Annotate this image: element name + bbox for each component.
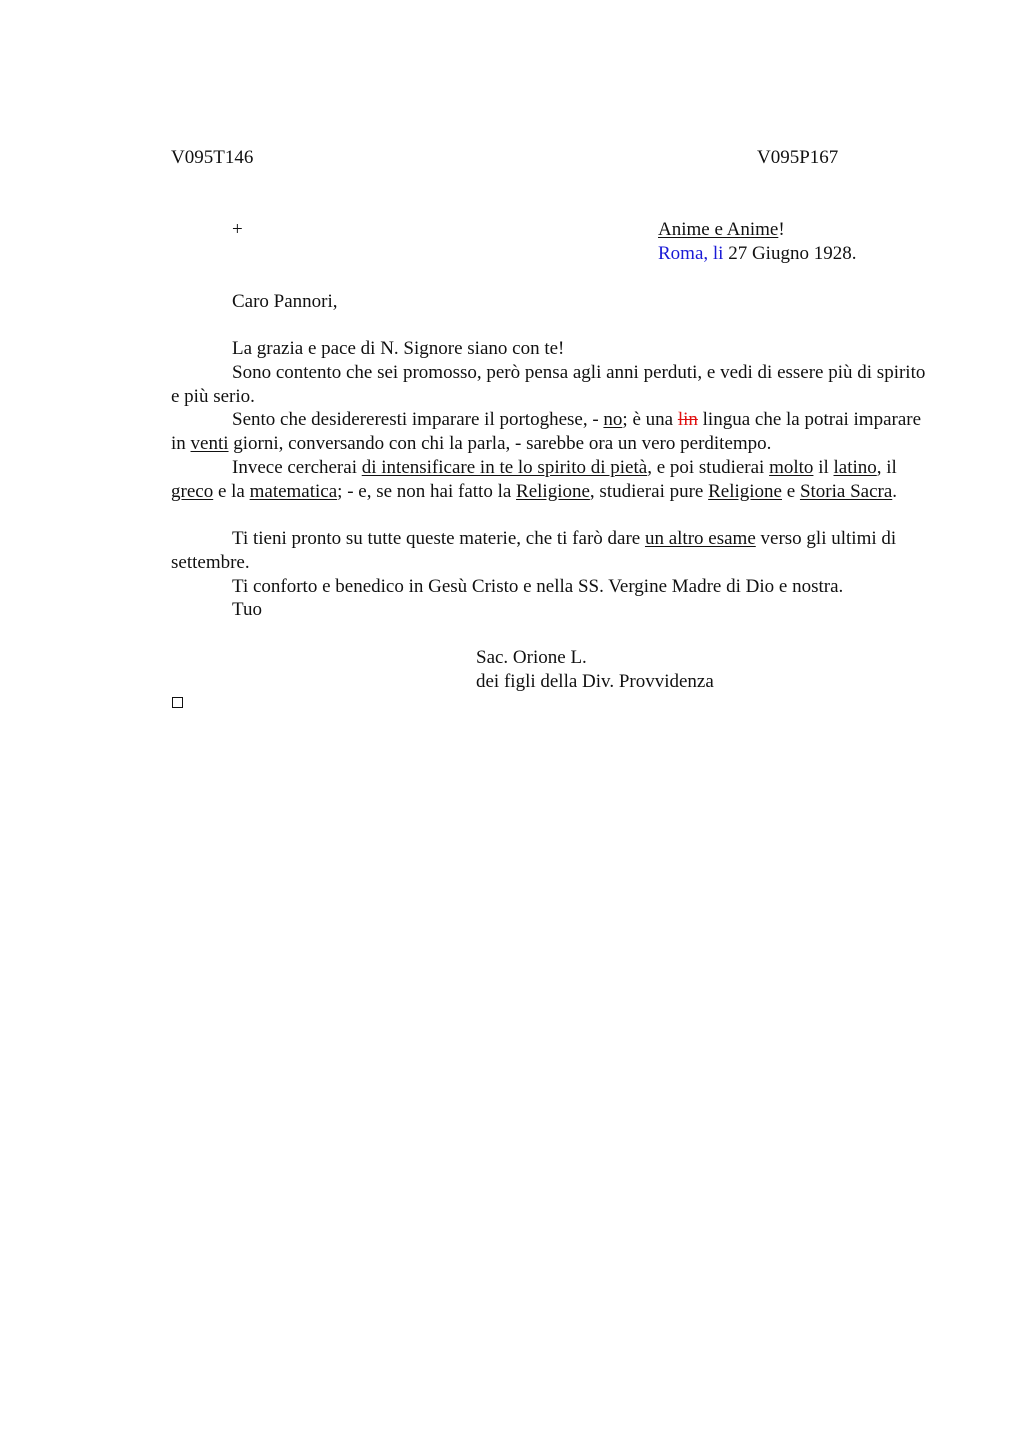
paragraph-blessing: Ti conforto e benedico in Gesù Cristo e nella SS. Vergine Madre di Dio e nostra. bbox=[232, 576, 844, 597]
text-run: , il bbox=[876, 457, 897, 478]
text-run: Invece cercherai bbox=[232, 457, 362, 478]
text-run: ; - e, se non hai fatto la bbox=[337, 480, 517, 502]
document-code-right: V095P167 bbox=[757, 147, 839, 168]
date: 27 Giugno 1928. bbox=[728, 243, 857, 264]
text-run: . bbox=[892, 480, 898, 502]
text-run: verso gli ultimi di settembre. bbox=[171, 528, 897, 573]
paragraph-promotion: Sono contento che sei promosso, però pensa agli anni perduti, e vedi di essere più di spirito e più serio. bbox=[171, 362, 926, 407]
paragraph-exam bbox=[171, 527, 931, 575]
end-square-icon bbox=[172, 697, 183, 708]
text-run: lingua che la potrai imparare in bbox=[171, 409, 922, 454]
paragraph-portuguese bbox=[171, 408, 931, 456]
underlined-religione: Religione bbox=[708, 480, 782, 502]
underlined-matematica: matematica bbox=[249, 480, 338, 502]
signature-name: Sac. Orione L. bbox=[476, 647, 587, 668]
closing-tuo: Tuo bbox=[232, 599, 262, 620]
text-run: Ti tieni pronto su tutte queste materie, che ti farò dare bbox=[232, 528, 645, 549]
underlined-no: no bbox=[603, 409, 623, 430]
text-run: il bbox=[813, 457, 834, 478]
place-date bbox=[658, 242, 856, 266]
paragraph-studies bbox=[171, 456, 931, 504]
motto-punct: ! bbox=[778, 219, 785, 240]
struck-text: lin bbox=[677, 409, 698, 430]
text-run: ; è una bbox=[622, 409, 678, 430]
salutation: Caro Pannori, bbox=[232, 291, 338, 312]
text-run: giorni, conversando con chi la parla, - sarebbe ora un vero perditempo. bbox=[228, 432, 772, 454]
motto bbox=[658, 218, 785, 242]
underlined-molto: molto bbox=[769, 457, 814, 478]
paragraph-greeting: La grazia e pace di N. Signore siano con te! bbox=[232, 338, 565, 359]
underlined-religione: Religione bbox=[516, 480, 590, 502]
underlined-venti: venti bbox=[190, 432, 229, 454]
text-run: , e poi studierai bbox=[647, 457, 770, 478]
text-run: e bbox=[782, 480, 800, 502]
underlined-greco: greco bbox=[171, 480, 214, 502]
signature-title: dei figli della Div. Provvidenza bbox=[476, 671, 714, 692]
document-code-left: V095T146 bbox=[171, 147, 254, 168]
underlined-latino: latino bbox=[833, 457, 877, 478]
text-run: e la bbox=[213, 480, 250, 502]
cross-mark: + bbox=[232, 219, 243, 240]
text-run: Sento che desidereresti imparare il portoghese, - bbox=[232, 409, 604, 430]
place: Roma, li bbox=[658, 243, 724, 264]
text-run: , studierai pure bbox=[589, 480, 709, 502]
underlined-esame: un altro esame bbox=[644, 528, 756, 549]
underlined-storia-sacra: Storia Sacra bbox=[799, 480, 893, 502]
motto-text: Anime e Anime bbox=[658, 219, 779, 240]
underlined-spirito: di intensificare in te lo spirito di pietà bbox=[361, 457, 648, 478]
